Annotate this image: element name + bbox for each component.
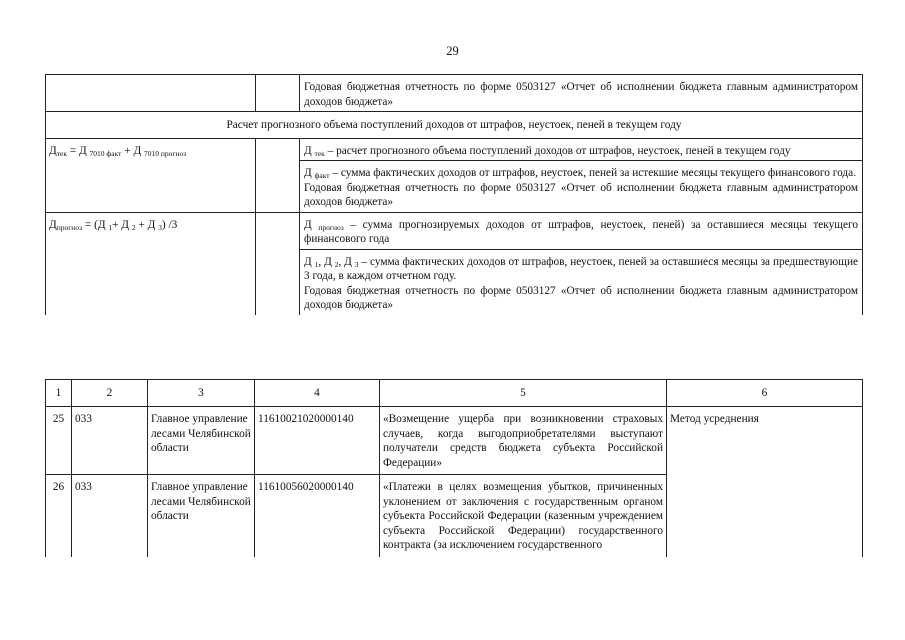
row-kbk: 11610021020000140	[255, 407, 380, 475]
formula-table	[45, 74, 863, 315]
row-admin: Главное управление лесами Челябинской области	[148, 475, 255, 557]
row-code: 033	[72, 475, 148, 557]
top-row-formula-cell	[46, 75, 256, 112]
formula2-definition-d123: Д $_1$, Д $_2$, Д $_3$ – сумма фактических доходов от штрафов, неустоек, пеней за оставшиеся месяцы за предшествующие 3 года, в каждом отчетном году. Годовая бюджетная отчетность по форме 0503127 «Отчет об исполнении бюджета главным администратором доходов бюджета»	[300, 249, 863, 315]
formula1-expression: $Д_{тек} = Д$ $_{7010 факт}$ + Д $_{7010 прогноз}$	[46, 138, 256, 212]
header-col-6: 6	[667, 380, 863, 407]
formula2-expression: $Д_{прогноз} = (Д$ $_1$+ Д $_2$ + Д $_3$) /3	[46, 212, 256, 315]
top-row-source-text: Годовая бюджетная отчетность по форме 0503127 «Отчет об исполнении бюджета главным администратором доходов бюджета»	[300, 75, 863, 112]
formula2-empty-cell	[256, 212, 300, 315]
table-row	[46, 407, 863, 475]
data-table-header-row	[46, 380, 863, 407]
top-row-empty-cell	[256, 75, 300, 112]
page-number: 29	[446, 44, 459, 58]
formula1-definition-fact: Д $_{факт}$ – сумма фактических доходов от штрафов, неустоек, пеней за истекшие месяцы текущего финансового года. Годовая бюджетная отчетность по форме 0503127 «Отчет об исполнении бюджета главным администратором доходов бюджета»	[300, 161, 863, 213]
header-col-4: 4	[255, 380, 380, 407]
header-col-3: 3	[148, 380, 255, 407]
formula1-empty-cell	[256, 138, 300, 212]
header-col-5: 5	[380, 380, 667, 407]
header-col-1: 1	[46, 380, 72, 407]
header-col-2: 2	[72, 380, 148, 407]
row-number: 25	[46, 407, 72, 475]
formula2-definition-prognoz: Д $_{прогноз}$ – сумма прогнозируемых доходов от штрафов, неустоек, пеней) за оставшиеся месяцы текущего финансового года	[300, 212, 863, 249]
section-title: Расчет прогнозного объема поступлений доходов от штрафов, неустоек, пеней в текущем году	[46, 112, 863, 139]
formula1-definition-tek: Д $_{тек}$ – расчет прогнозного объема поступлений доходов от штрафов, неустоек, пеней в текущем году	[300, 138, 863, 161]
section-row	[46, 112, 863, 139]
formula2-source-text: Годовая бюджетная отчетность по форме 0503127 «Отчет об исполнении бюджета главным администратором доходов бюджета»	[304, 284, 858, 311]
formula1-row-a	[46, 138, 863, 161]
formula-table-top-row	[46, 75, 863, 112]
row-description: «Платежи в целях возмещения убытков, причиненных уклонением от заключения с государственным органом субъекта Российской Федерации (казенным учреждением субъекта Российской Федерации) государственного контракта (за исключением государственного	[380, 475, 667, 557]
row-method: Метод усреднения	[667, 407, 863, 557]
row-admin: Главное управление лесами Челябинской области	[148, 407, 255, 475]
row-kbk: 11610056020000140	[255, 475, 380, 557]
data-table	[45, 379, 863, 557]
formula1-source-text: Годовая бюджетная отчетность по форме 0503127 «Отчет об исполнении бюджета главным администратором доходов бюджета»	[304, 181, 858, 208]
row-description: «Возмещение ущерба при возникновении страховых случаев, когда выгодоприобретателями выступают получатели средств бюджета субъекта Российской Федерации»	[380, 407, 667, 475]
formula2-row-a	[46, 212, 863, 249]
row-code: 033	[72, 407, 148, 475]
row-number: 26	[46, 475, 72, 557]
